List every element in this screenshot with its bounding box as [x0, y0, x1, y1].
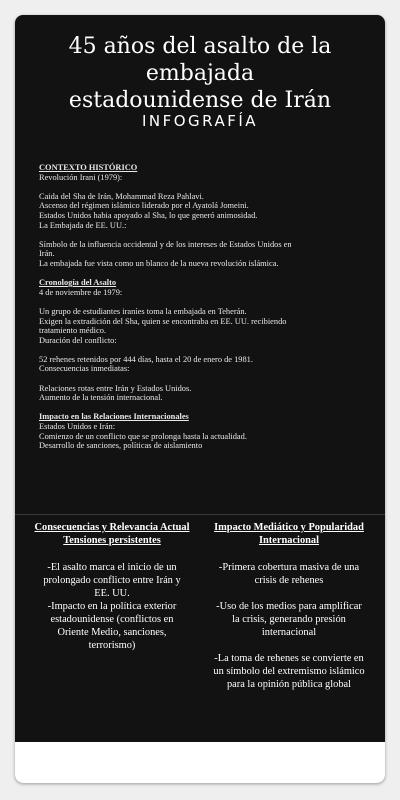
- text-line: Irán.: [39, 249, 55, 259]
- media-impact-heading-line-2: Internacional: [258, 535, 320, 546]
- consequences-line: EE. UU.: [94, 588, 130, 599]
- text-line: Duración del conflicto:: [39, 335, 117, 345]
- media-impact-line: -La toma de rehenes se convierte en: [214, 653, 364, 664]
- text-line: Desarrollo de sanciones, políticas de aislamiento: [39, 441, 203, 451]
- consequences-line: -El asalto marca el inicio de un: [47, 562, 177, 573]
- text-line: [39, 297, 369, 307]
- section-heading: CONTEXTO HISTÓRICO: [39, 163, 138, 172]
- text-line: Caida del Sha de Irán, Mohammad Reza Pahlavi.: [39, 191, 204, 201]
- footer-bar: [15, 742, 385, 783]
- consequences-line: Oriente Medio, sanciones,: [57, 627, 167, 638]
- text-line: [39, 345, 369, 355]
- media-impact-line: crisis de rehenes: [254, 575, 324, 586]
- media-impact-column: [209, 521, 369, 691]
- section-heading: Cronología del Asalto: [39, 278, 117, 288]
- text-line: [39, 269, 369, 279]
- text-line: Revolución Irani (1979):: [39, 172, 123, 182]
- title-line-2: estadounidense de Irán: [68, 88, 332, 113]
- media-impact-heading-line-1: Impacto Mediático y Popularidad: [214, 522, 364, 533]
- text-line: 4 de noviembre de 1979:: [39, 287, 123, 297]
- text-line: Símbolo de la influencia occidental y de los intereses de Estados Unidos en: [39, 239, 292, 249]
- media-impact-line: la crisis, generando presión: [232, 614, 346, 625]
- text-line: Aumento de la tensión internacional.: [39, 393, 163, 403]
- media-impact-line: internacional: [261, 627, 317, 638]
- consequences-text: [32, 561, 192, 652]
- media-impact-text: [209, 561, 369, 691]
- media-impact-line: [209, 587, 369, 600]
- media-impact-line: [209, 639, 369, 652]
- text-line: Exigen la extradición del Sha, quien se encontraba en EE. UU. recibiendo: [39, 316, 287, 326]
- text-line: tratamiento médico.: [39, 326, 106, 336]
- media-impact-line: -Primera cobertura masiva de una: [218, 562, 360, 573]
- text-line: [39, 374, 369, 384]
- consequences-heading: [32, 521, 192, 547]
- section-divider: [15, 514, 385, 515]
- historical-context-text: [39, 163, 369, 451]
- text-line: La Embajada de EE. UU.:: [39, 220, 127, 230]
- text-line: La embajada fue vista como un blanco de la nueva revolución islámica.: [39, 258, 279, 268]
- page-subtitle: INFOGRAFÍA: [141, 112, 259, 130]
- text-line: [39, 182, 369, 192]
- page-title: [15, 33, 385, 114]
- consequences-line: -Impacto en la política exterior: [47, 601, 177, 612]
- section-heading: Impacto en las Relaciones Internacionales: [39, 412, 189, 422]
- text-line: Estados Unidos habia apoyado al Sha, lo que generó animosidad.: [39, 210, 258, 220]
- consequences-line: prolongado conflicto entre Irán y: [43, 575, 181, 586]
- text-line: Estados Unidos e Irán:: [39, 422, 116, 432]
- consequences-heading-line-2: Tensiones persistentes: [63, 535, 161, 546]
- media-impact-line: para la opinión pública global: [226, 679, 352, 690]
- text-line: [39, 403, 369, 413]
- text-line: [39, 230, 369, 240]
- title-line-1: 45 años del asalto de la embajada: [68, 34, 332, 86]
- consequences-line: terrorismo): [88, 640, 136, 651]
- text-line: 52 rehenes retenidos por 444 días, hasta el 20 de enero de 1981.: [39, 354, 253, 364]
- media-impact-heading: [209, 521, 369, 547]
- consequences-column: [32, 521, 192, 652]
- media-impact-line: -Uso de los medios para amplificar: [216, 601, 362, 612]
- infographic-card: [15, 15, 385, 783]
- consequences-heading-line-1: Consecuencias y Relevancia Actual: [34, 522, 190, 533]
- text-line: Un grupo de estudiantes iraníes toma la embajada en Teherán.: [39, 306, 247, 316]
- media-impact-line: un símbolo del extremismo islámico: [213, 666, 365, 677]
- text-line: Relaciones rotas entre Irán y Estados Unidos.: [39, 383, 192, 393]
- text-line: Comienzo de un conflicto que se prolonga hasta la actualidad.: [39, 431, 247, 441]
- text-line: Ascenso del régimen islámico liderado por el Ayatolá Jomeini.: [39, 201, 249, 211]
- consequences-line: estadounidense (conflictos en: [50, 614, 174, 625]
- text-line: Consecuencias inmediatas:: [39, 364, 130, 374]
